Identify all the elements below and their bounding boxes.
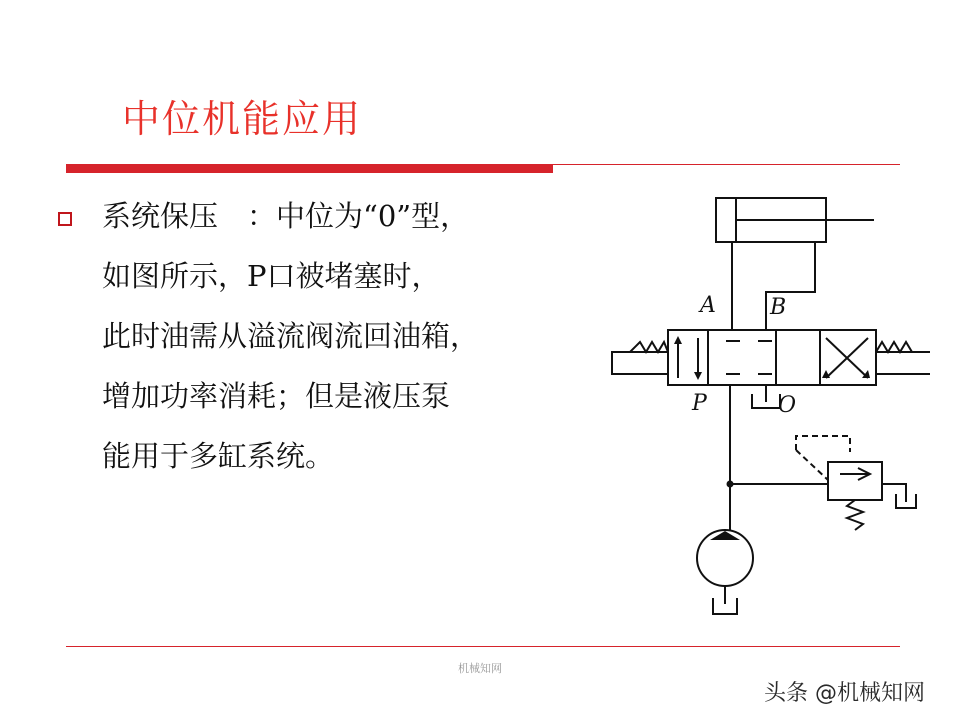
title-underline-thin bbox=[553, 164, 900, 165]
cylinder-icon bbox=[716, 198, 874, 242]
port-label-o: O bbox=[778, 393, 797, 418]
junction-dot bbox=[727, 481, 734, 488]
body-line-1: 系统保压 ：中位为“0”型， bbox=[102, 199, 470, 233]
port-label-a: A bbox=[700, 293, 716, 318]
hydraulic-circuit-diagram bbox=[600, 180, 930, 634]
footer-source-text: 机械知网 bbox=[458, 662, 502, 675]
footer-rule bbox=[66, 646, 900, 647]
body-line-4: 增加功率消耗；但是液压泵 bbox=[102, 379, 451, 413]
port-label-p: P bbox=[692, 391, 707, 416]
valve-spring-right-icon bbox=[876, 342, 930, 374]
body-line-5: 能用于多缸系统。 bbox=[102, 439, 335, 473]
hydraulic-circuit-svg bbox=[600, 180, 930, 630]
slide-title: 中位机能应用 bbox=[122, 97, 363, 141]
bullet-square-icon bbox=[58, 212, 72, 226]
body-line-3: 此时油需从溢流阀流回油箱， bbox=[102, 319, 480, 353]
relief-valve-icon bbox=[828, 462, 916, 530]
port-label-b: B bbox=[770, 295, 787, 320]
watermark-text: 头条 @机械知网 bbox=[764, 681, 925, 706]
hydraulic-pump-icon bbox=[697, 530, 753, 614]
body-line-2: 如图所示，P口被堵塞时， bbox=[102, 259, 441, 293]
title-underline-thick bbox=[66, 164, 553, 173]
valve-spring-left-icon bbox=[612, 342, 668, 374]
